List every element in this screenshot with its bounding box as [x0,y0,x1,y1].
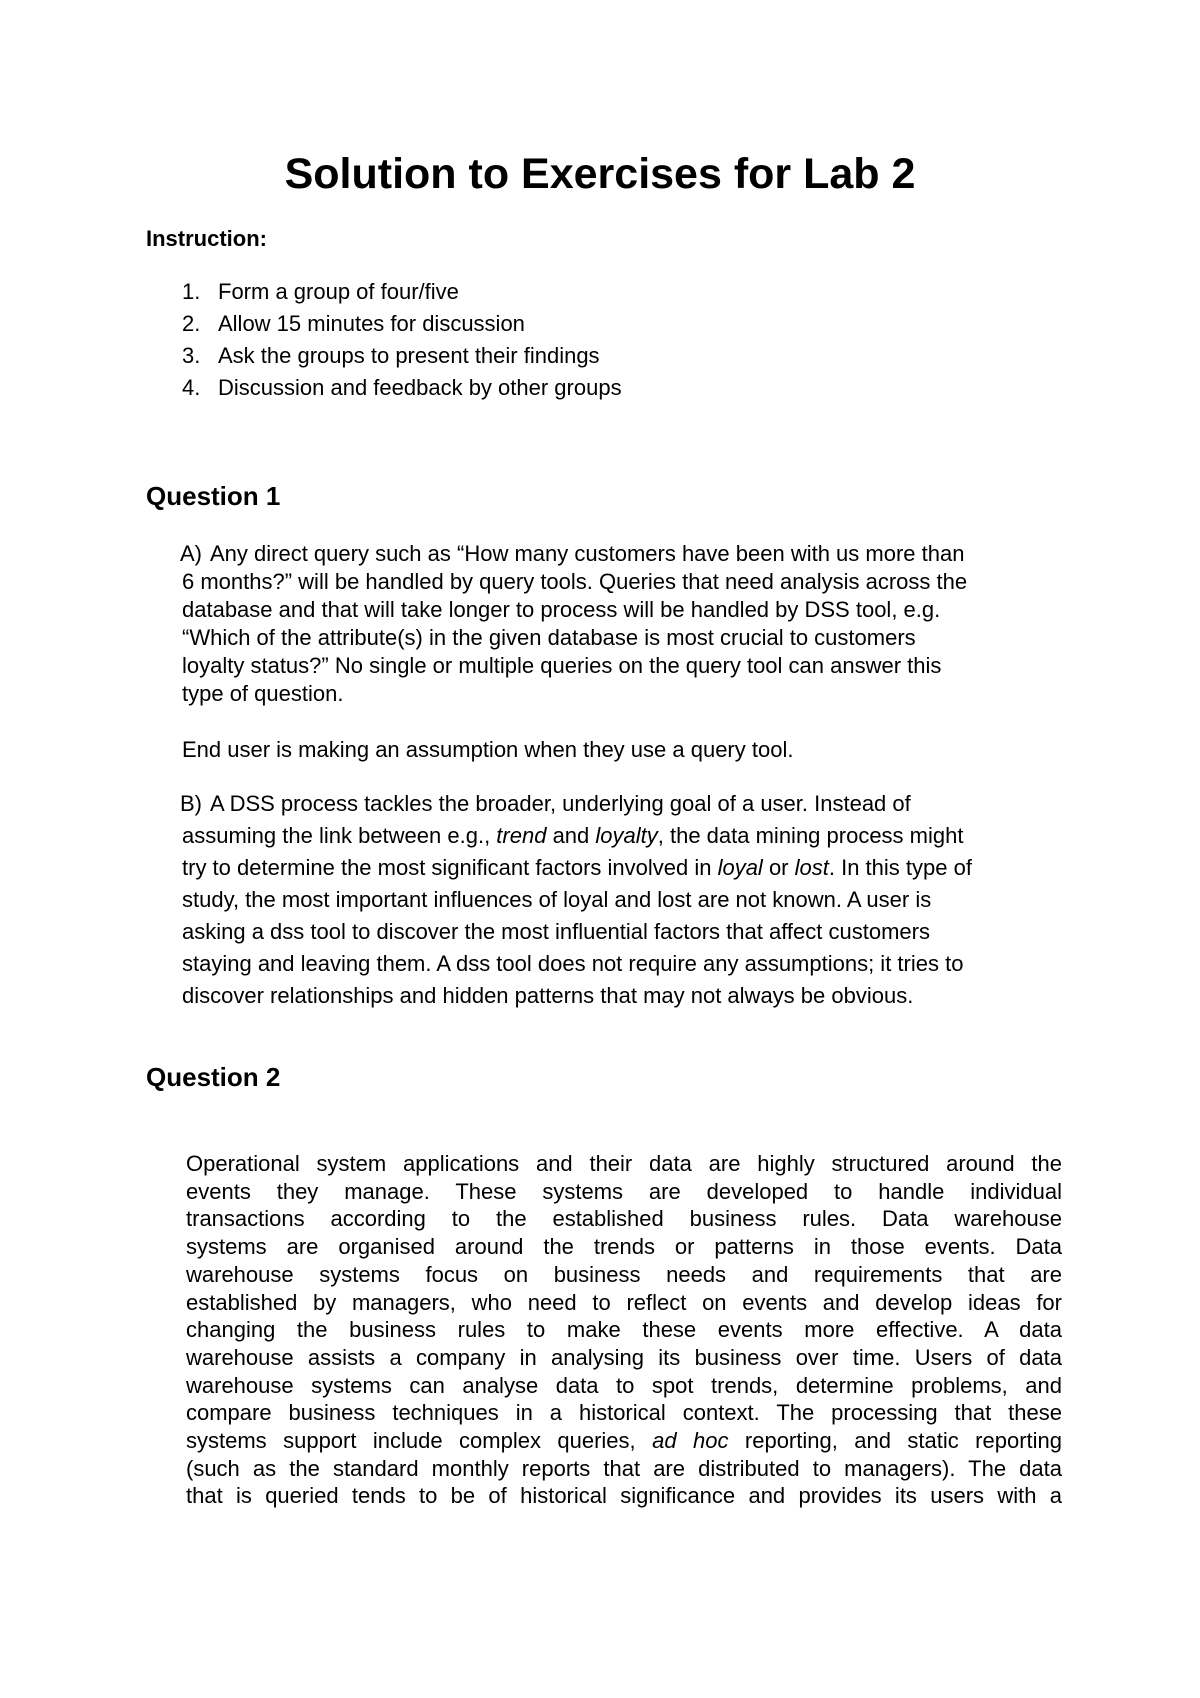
text-line: try to determine the most significant factors involved in loyal or lost. In this type of [182,855,972,880]
list-item-number: 1. [182,279,201,304]
list-item-number: 2. [182,311,201,336]
text-line: A) Any direct query such as “How many customers have been with us more than [180,541,965,566]
text-line: database and that will take longer to process will be handled by DSS tool, e.g. [182,597,941,622]
text-line: asking a dss tool to discover the most influential factors that affect customers [182,919,930,944]
page-title: Solution to Exercises for Lab 2 [284,150,916,198]
italic-term: loyalty [595,823,658,848]
answer-a-label: A) [180,541,202,566]
italic-term: lost [794,855,829,880]
text-line: established by managers, who need to reflect on events and develop ideas for [186,1289,1062,1315]
list-item-text: Allow 15 minutes for discussion [218,311,525,336]
list-item-text: Form a group of four/five [218,279,459,304]
text-line: discover relationships and hidden patterns that may not always be obvious. [182,983,914,1008]
text-line: staying and leaving them. A dss tool does not require any assumptions; it tries to [182,951,964,976]
text-line: warehouse systems focus on business needs and requirements that are [186,1261,1062,1287]
text-line: assuming the link between e.g., trend and loyalty, the data mining process might [182,823,964,848]
text-line: warehouse systems can analyse data to spot trends, determine problems, and [186,1372,1062,1398]
instruction-list [146,276,622,404]
text-line: warehouse assists a company in analysing its business over time. Users of data [186,1344,1062,1370]
text-line: transactions according to the established business rules. Data warehouse [186,1206,1062,1232]
question-1-answer-a [182,540,1062,708]
list-item [146,372,622,404]
text-line: B) A DSS process tackles the broader, underlying goal of a user. Instead of [180,791,911,816]
list-item [146,340,622,372]
text-line: (such as the standard monthly reports that are distributed to managers). The data [186,1455,1062,1481]
italic-term: loyal [717,855,763,880]
list-item [146,308,622,340]
end-user-note: End user is making an assumption when they use a query tool. [182,737,794,762]
text-line: compare business techniques in a historical context. The processing that these [186,1400,1062,1426]
list-item-text: Ask the groups to present their findings [218,343,600,368]
text-line: systems support include complex queries, ad hoc reporting, and static reporting [186,1428,1062,1454]
instruction-label: Instruction: [146,226,267,251]
text-line: study, the most important influences of loyal and lost are not known. A user is [182,887,932,912]
text-line: Operational system applications and their data are highly structured around the [186,1151,1062,1176]
question-1-answer-b [182,788,1062,1012]
answer-b-label: B) [180,791,202,816]
text-line: that is queried tends to be of historical significance and provides its users with a [186,1483,1062,1509]
italic-term: trend [496,823,547,848]
italic-term: ad hoc [652,1428,729,1454]
list-item [146,276,622,308]
question-1-heading: Question 1 [146,481,281,511]
list-item-text: Discussion and feedback by other groups [218,375,622,400]
text-line: “Which of the attribute(s) in the given database is most crucial to customers [182,625,916,650]
list-item-number: 3. [182,343,201,368]
text-line: changing the business rules to make these events more effective. A data [186,1317,1062,1343]
question-2-answer [186,1150,1062,1510]
list-item-number: 4. [182,375,201,400]
text-line: type of question. [182,681,344,706]
text-line: systems are organised around the trends or patterns in those events. Data [186,1234,1062,1260]
text-line: events they manage. These systems are developed to handle individual [186,1178,1062,1204]
text-line: 6 months?” will be handled by query tools. Queries that need analysis across the [182,569,968,594]
text-line: loyalty status?” No single or multiple queries on the query tool can answer this [182,653,942,678]
question-2-heading: Question 2 [146,1062,281,1092]
